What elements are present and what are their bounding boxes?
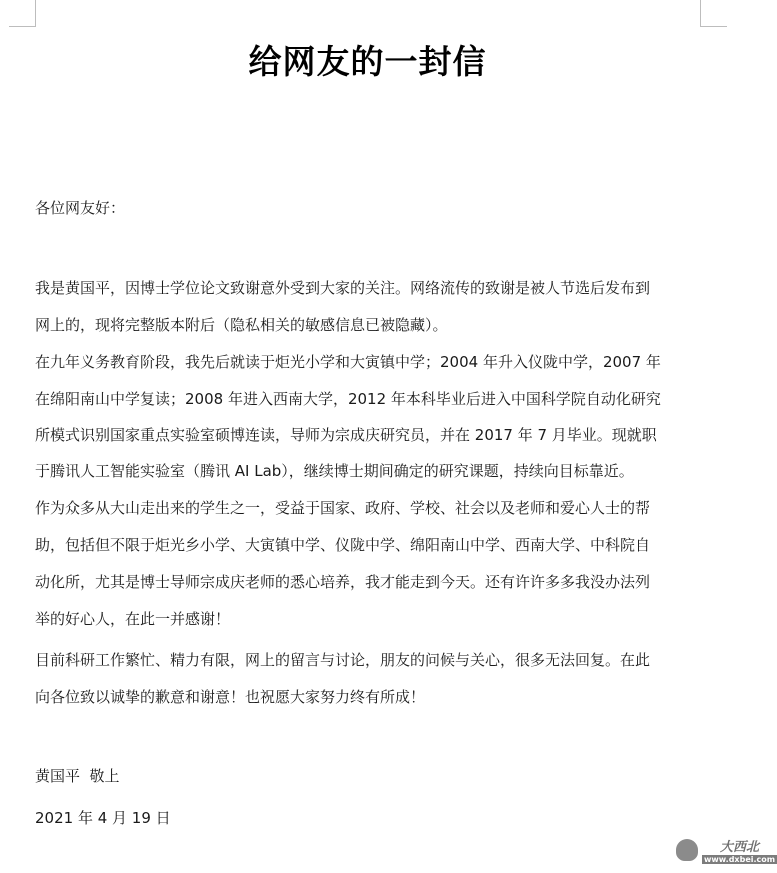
document-title: 给网友的一封信	[248, 42, 487, 81]
paragraph-1-line-2: 网上的，现将完整版本附后（隐私相关的敏感信息已被隐藏）。	[35, 316, 448, 334]
page-corner-mark-top-right	[700, 0, 727, 27]
paragraph-3-line-2: 助，包括但不限于炬光乡小学、大寅镇中学、仪陇中学、绵阳南山中学、西南大学、中科院自	[35, 536, 651, 554]
paragraph-3-line-1: 作为众多从大山走出来的学生之一，受益于国家、政府、学校、社会以及老师和爱心人士的帮	[35, 499, 651, 517]
paragraph-3-line-4: 举的好心人，在此一并感谢！	[35, 610, 231, 628]
paragraph-4-line-1: 目前科研工作繁忙、精力有限，网上的留言与讨论，朋友的问候与关心，很多无法回复。在此	[35, 651, 651, 669]
greeting: 各位网友好：	[35, 199, 126, 217]
watermark-logo	[676, 836, 777, 864]
date: 2021 年 4 月 19 日	[35, 809, 171, 827]
paragraph-2-line-4: 于腾讯人工智能实验室（腾讯 AI Lab），继续博士期间确定的研究课题，持续向目标靠近。	[35, 462, 634, 480]
paragraph-4-line-2: 向各位致以诚挚的歉意和谢意！也祝愿大家努力终有所成！	[35, 688, 426, 706]
paragraph-2-line-2: 在绵阳南山中学复读；2008 年进入西南大学，2012 年本科毕业后进入中国科学院自动化研究	[35, 390, 661, 408]
elephant-icon	[676, 839, 698, 861]
signature: 黄国平 敬上	[35, 767, 120, 785]
watermark-url: www.dxbei.com	[704, 855, 776, 864]
paragraph-1-line-1: 我是黄国平，因博士学位论文致谢意外受到大家的关注。网络流传的致谢是被人节选后发布到	[35, 279, 651, 297]
paragraph-2-line-1: 在九年义务教育阶段，我先后就读于炬光小学和大寅镇中学；2004 年升入仪陇中学，2007 年	[35, 353, 661, 371]
watermark-name: 大西北	[720, 840, 760, 855]
paragraph-3-line-3: 动化所，尤其是博士导师宗成庆老师的悉心培养，我才能走到今天。还有许许多多我没办法列	[35, 573, 651, 591]
page-corner-mark-top-left	[9, 0, 36, 27]
paragraph-2-line-3: 所模式识别国家重点实验室硕博连读，导师为宗成庆研究员，并在 2017 年 7 月毕业。现就职	[35, 426, 657, 444]
